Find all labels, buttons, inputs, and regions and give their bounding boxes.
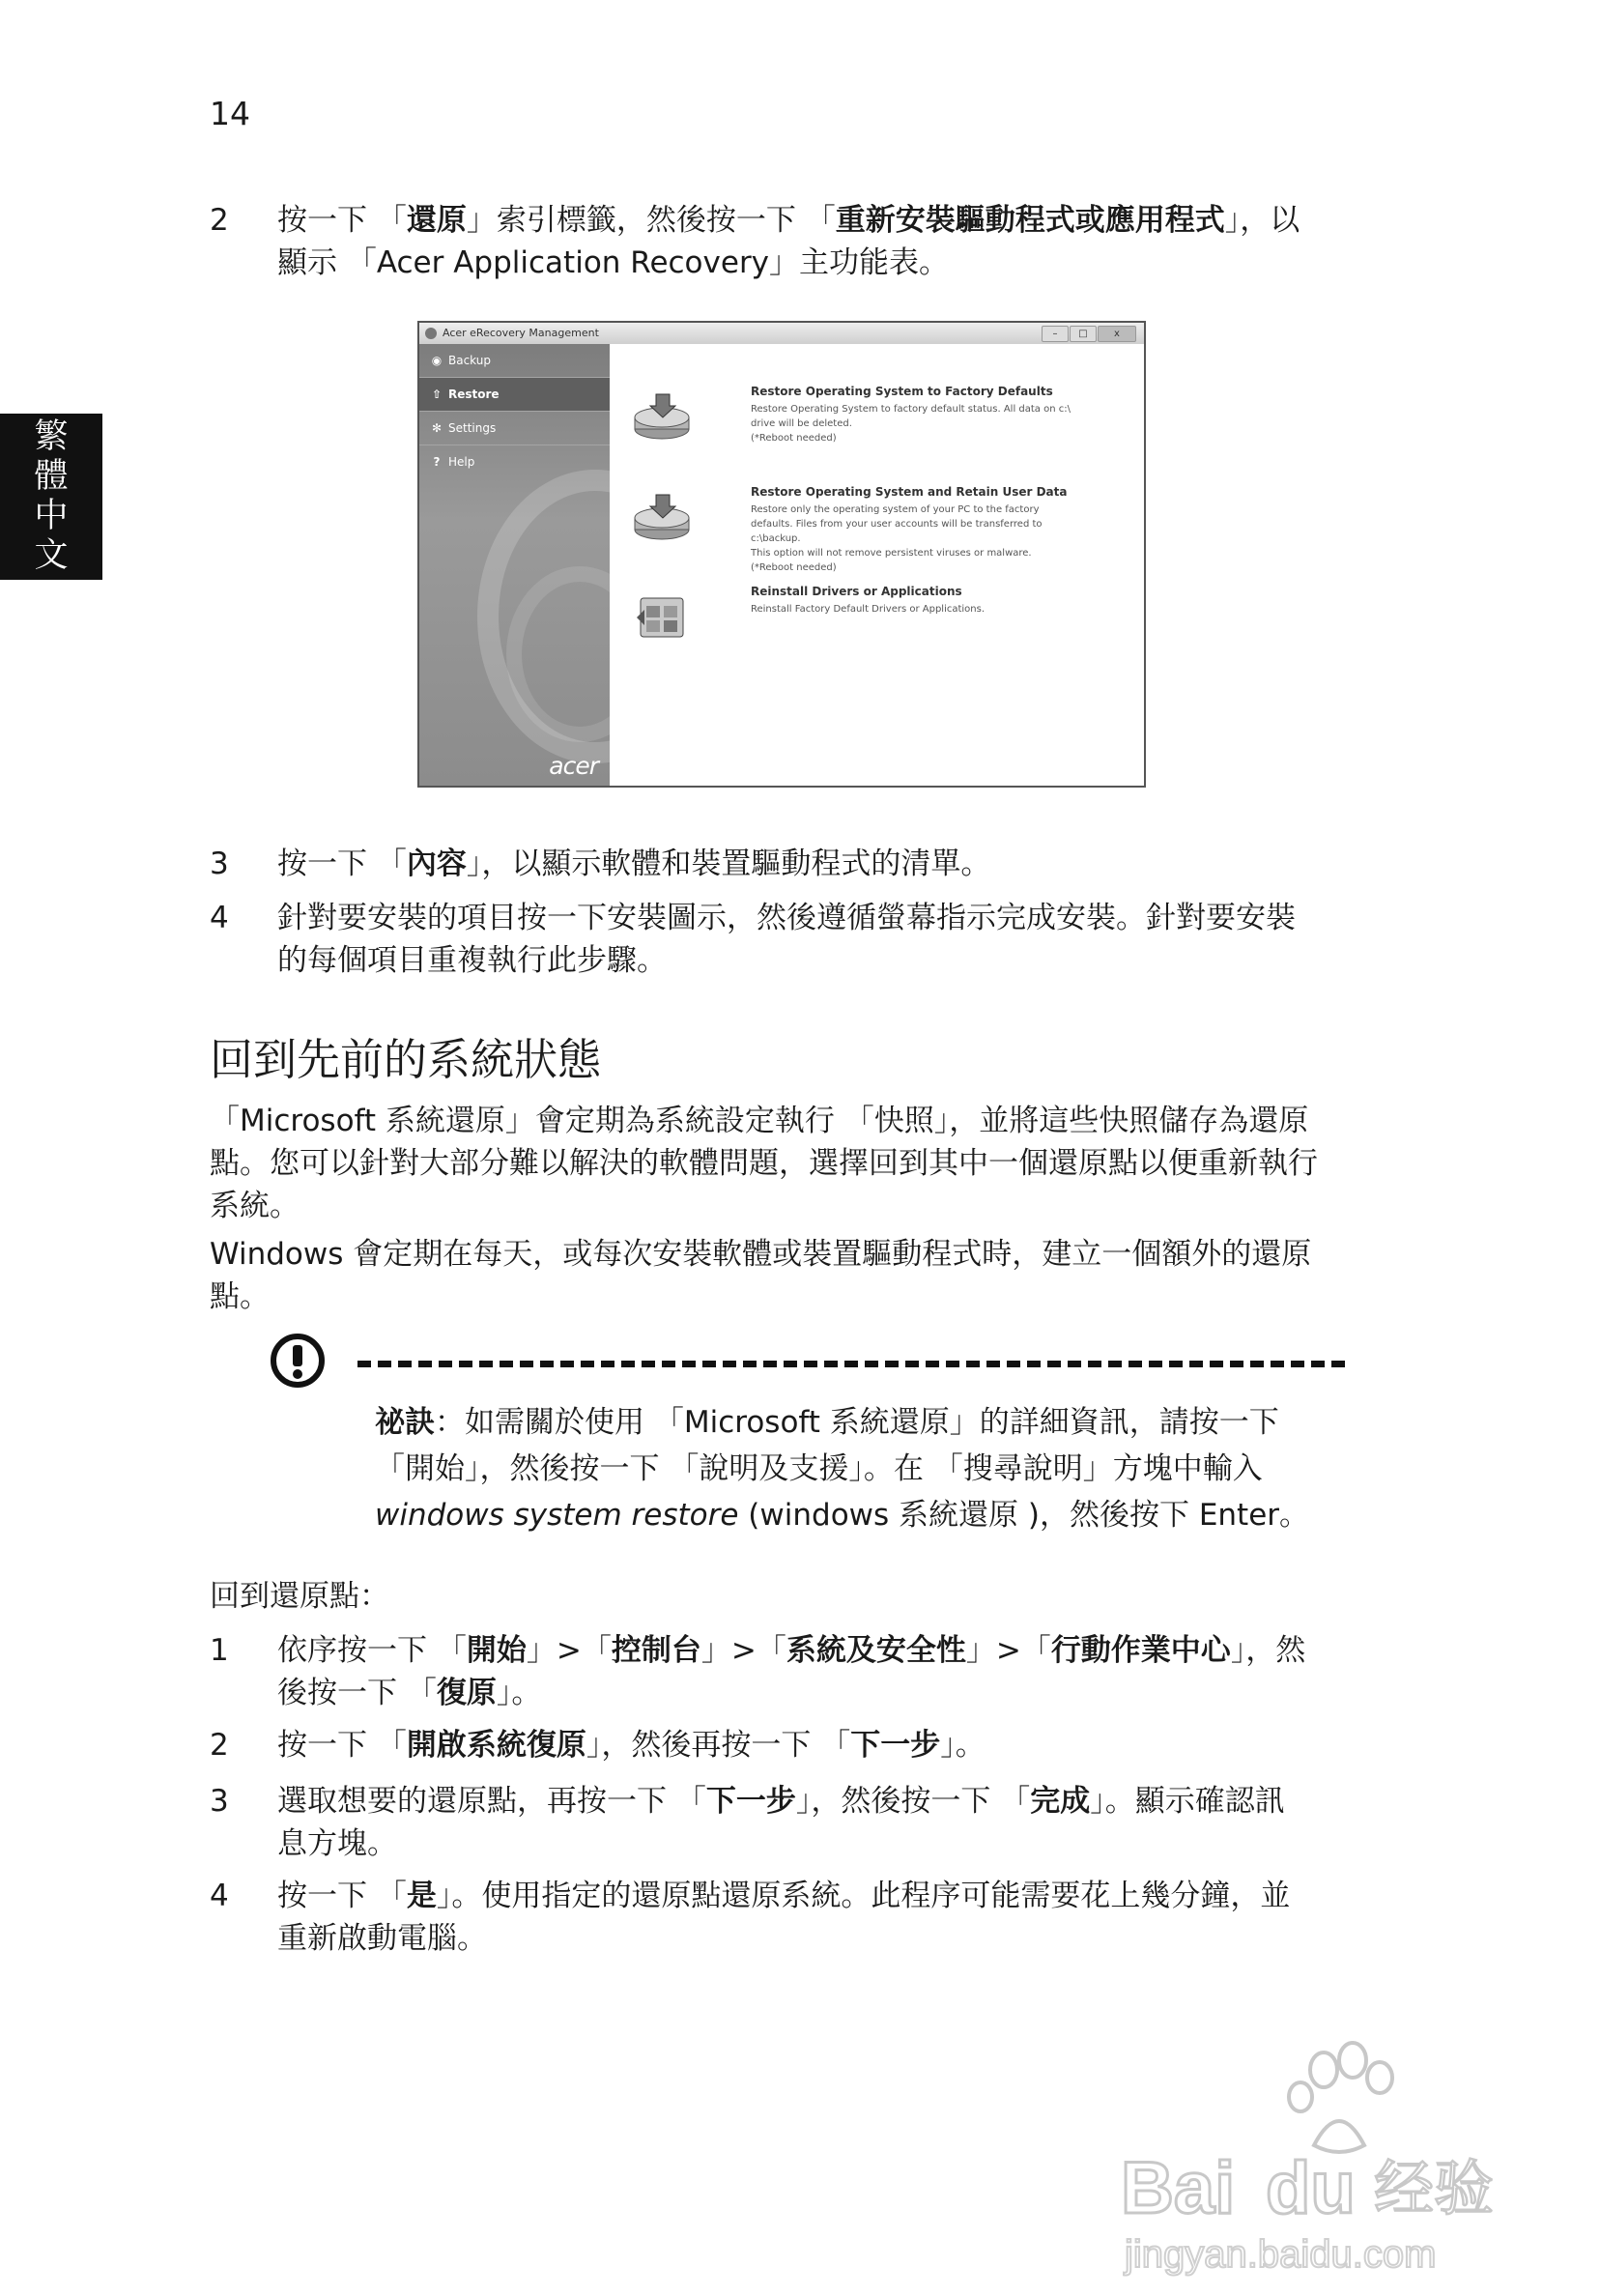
text: 」>「 [965, 1633, 1051, 1668]
bold-term: 完成 [1030, 1784, 1091, 1819]
window-titlebar [419, 323, 1144, 344]
text: 息方塊。 [277, 1826, 397, 1861]
text: 按一下 「 [277, 847, 407, 881]
bold-term: 行動作業中心 [1050, 1633, 1231, 1668]
sidebar-item-settings[interactable] [419, 412, 610, 445]
restore-icon: ⇧ [431, 387, 443, 401]
text: 點。您可以針對大部分難以解決的軟體問題，選擇回到其中一個還原點以便重新執行 [210, 1146, 1318, 1181]
window-title: Acer eRecovery Management [443, 327, 599, 339]
watermark-cn: 经验 [1374, 2153, 1495, 2224]
text: 」>「 [526, 1633, 612, 1668]
bold-term: 內容 [406, 847, 467, 881]
warning-icon [269, 1332, 327, 1390]
step-text [277, 897, 1369, 982]
bold-term: 復原 [436, 1676, 497, 1710]
text: 的每個項目重複執行此步驟。 [277, 943, 667, 978]
options-panel [610, 344, 1144, 786]
subheading-restore-point: 回到還原點： [210, 1579, 389, 1614]
text: 」，然後按一下 「 [795, 1784, 1031, 1819]
text: 按一下 「 [277, 1879, 407, 1913]
italic-term: windows system restore [375, 1498, 739, 1533]
option-description: Reinstall Factory Default Drivers or Applications. [751, 604, 986, 615]
step-number: 4 [210, 1879, 229, 1913]
text: 按一下 「 [277, 1728, 407, 1763]
text: Windows 會定期在每天，或每次安裝軟體或裝置驅動程式時，建立一個額外的還原 [210, 1237, 1312, 1272]
option-description: Restore Operating System to factory default status. All data on c:\ drive will be deleted. (*Reboot needed) [751, 404, 1071, 444]
acer-logo: acer [549, 752, 598, 780]
text: 」，然後再按一下 「 [586, 1728, 851, 1763]
bold-term: 開啟系統復原 [406, 1728, 586, 1763]
step-number: 2 [210, 1728, 229, 1763]
step-text [277, 1629, 1369, 1714]
option-title: Reinstall Drivers or Applications [751, 585, 962, 598]
step-3 [210, 843, 1369, 885]
text: 按一下 「 [277, 203, 407, 238]
text: 後按一下 「 [277, 1676, 437, 1710]
bold-term: 是 [406, 1879, 437, 1913]
text: ：如需關於使用 「Microsoft 系統還原」的詳細資訊，請按一下 [435, 1405, 1279, 1440]
close-icon[interactable]: x [1098, 326, 1136, 342]
option-title: Restore Operating System to Factory Defaults [751, 385, 1053, 398]
text: 」。使用指定的還原點還原系統。此程序可能需要花上幾分鐘，並 [436, 1879, 1291, 1913]
sidebar-item-label: Help [448, 455, 475, 469]
side-tab-char: 繁 [34, 417, 69, 456]
restore-step-4 [210, 1875, 1369, 1960]
bold-term: 下一步 [705, 1784, 796, 1819]
watermark-url: jingyan.baidu.com [1125, 2233, 1437, 2276]
bold-term: 重新安裝驅動程式或應用程式 [835, 203, 1225, 238]
step-number: 1 [210, 1633, 229, 1668]
step-number: 3 [210, 847, 229, 881]
option-title: Restore Operating System and Retain User Data [751, 485, 1068, 499]
text: 」>「 [700, 1633, 786, 1668]
text: 依序按一下 「 [277, 1633, 467, 1668]
watermark-brand-du: du [1266, 2147, 1356, 2229]
backup-icon: ◉ [431, 354, 443, 367]
step-number: 2 [210, 203, 229, 238]
sidebar-item-label: Settings [448, 421, 497, 435]
bold-term: 系統及安全性 [786, 1633, 966, 1668]
watermark-brand: Bai [1121, 2147, 1236, 2229]
option-description: Restore only the operating system of your PC to the factory defaults. Files from your user accounts will be transferred to c:\backup. This option will not remove persistent viruses or malware. (*Reboot needed) [751, 504, 1043, 573]
reinstall-drivers-icon [631, 588, 693, 643]
sidebar-item-restore[interactable] [419, 378, 610, 412]
baidu-watermark [1111, 2039, 1536, 2281]
step-number: 3 [210, 1784, 229, 1819]
sidebar-item-label: Backup [448, 354, 491, 367]
restore-step-3 [210, 1780, 1369, 1865]
text: 重新啟動電腦。 [277, 1921, 487, 1956]
help-icon: ? [433, 455, 441, 469]
restore-disk-icon [631, 388, 693, 443]
bold-term: 開始 [466, 1633, 527, 1668]
tip-label: 祕訣 [375, 1405, 435, 1440]
sidebar [419, 344, 610, 786]
paragraph-windows-restore-points [210, 1233, 1350, 1318]
side-tab-char: 中 [34, 497, 69, 535]
text: 」，以 [1224, 203, 1300, 238]
step-number: 4 [210, 901, 229, 935]
text: 」，然 [1230, 1633, 1306, 1668]
maximize-icon[interactable]: □ [1070, 326, 1097, 342]
minimize-icon[interactable]: – [1042, 326, 1069, 342]
erecovery-screenshot [417, 321, 1146, 788]
step-4 [210, 897, 1369, 982]
app-icon [425, 328, 437, 339]
text: 」。 [940, 1728, 986, 1763]
text: 點。 [210, 1279, 270, 1314]
text: 針對要安裝的項目按一下安裝圖示，然後遵循螢幕指示完成安裝。針對要安裝 [277, 901, 1296, 935]
step-text [277, 199, 1369, 284]
restore-disk-icon [631, 489, 693, 543]
bold-term: 控制台 [611, 1633, 701, 1668]
text: 」。顯示確認訊 [1090, 1784, 1285, 1819]
paw-icon [1289, 2043, 1392, 2152]
text: 系統。 [210, 1189, 300, 1223]
tip-box [375, 1399, 1341, 1538]
paragraph-system-restore [210, 1100, 1350, 1227]
sidebar-item-backup[interactable] [419, 344, 610, 378]
restore-step-1 [210, 1629, 1369, 1714]
step-text [277, 1875, 1369, 1960]
text: 」索引標籤，然後按一下 「 [466, 203, 836, 238]
bold-term: 下一步 [850, 1728, 941, 1763]
text: 「Microsoft 系統還原」會定期為系統設定執行 「快照」，並將這些快照儲存為還原 [210, 1104, 1309, 1138]
text: 「開始」，然後按一下 「說明及支援」。在 「搜尋說明」方塊中輸入 [375, 1451, 1263, 1486]
language-side-tab [0, 414, 102, 580]
step-text [277, 1724, 1369, 1766]
text: (windows 系統還原 )，然後按下 Enter。 [738, 1498, 1310, 1533]
bold-term: 還原 [406, 203, 467, 238]
sidebar-item-help[interactable] [419, 445, 610, 478]
side-tab-char: 體 [34, 457, 69, 496]
window-controls [1041, 326, 1136, 342]
restore-step-2 [210, 1724, 1369, 1766]
sidebar-item-label: Restore [448, 387, 500, 401]
text: 」，以顯示軟體和裝置驅動程式的清單。 [466, 847, 991, 881]
text: 顯示 「Acer Application Recovery」主功能表。 [277, 245, 950, 280]
step-text [277, 843, 1369, 885]
step-2 [210, 199, 1369, 284]
text: 」。 [496, 1676, 542, 1710]
tip-divider [357, 1361, 1345, 1367]
page-number: 14 [210, 95, 250, 132]
step-text [277, 1780, 1369, 1865]
side-tab-char: 文 [34, 536, 69, 575]
text: 選取想要的還原點，再按一下 「 [277, 1784, 706, 1819]
settings-icon: ✻ [431, 421, 443, 435]
section-heading: 回到先前的系統狀態 [210, 1034, 602, 1085]
